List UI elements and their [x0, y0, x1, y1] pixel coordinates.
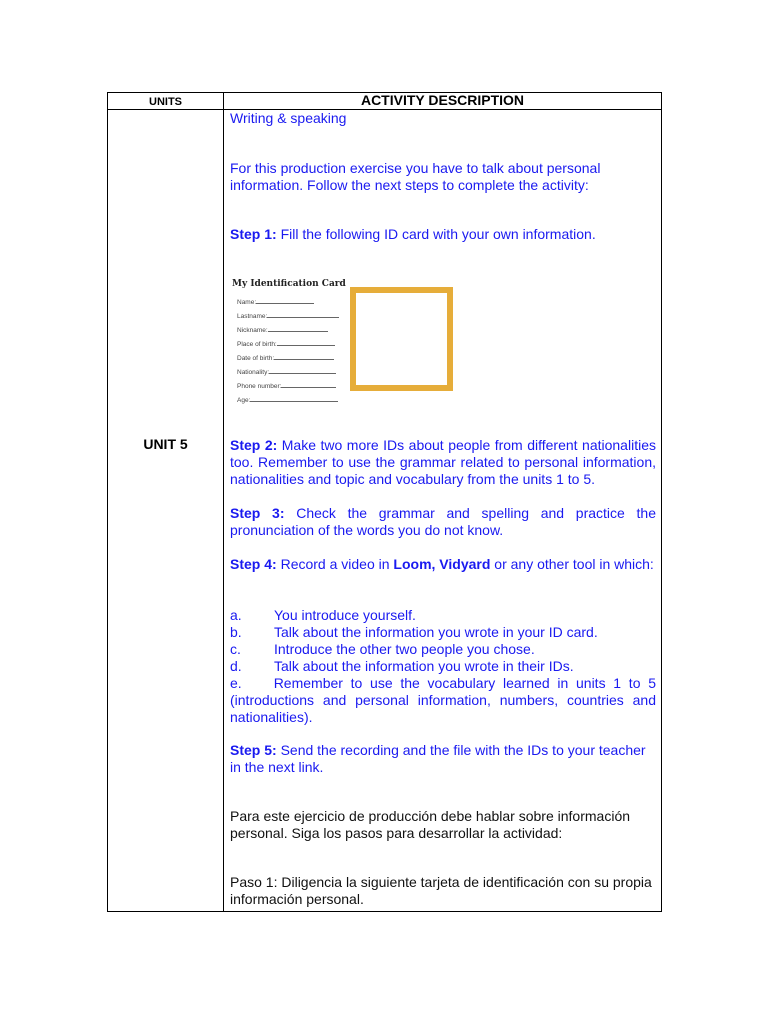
step-2 [230, 437, 656, 488]
step-1-text: Fill the following ID card with your own information. [276, 226, 596, 242]
list-item: a. You introduce yourself. [230, 607, 416, 623]
activity-content [230, 110, 656, 908]
column-divider [223, 93, 224, 911]
id-card-field: Nationality: [237, 367, 336, 377]
id-card-image [230, 273, 656, 433]
id-card-field: Date of birth: [237, 353, 334, 363]
step-3-label: Step 3: [230, 505, 285, 521]
step-1-label: Step 1: [230, 226, 277, 242]
id-card-field: Name: [237, 297, 314, 307]
step-3-text: Check the grammar and spelling and practice the pronunciation of the words you do not know. [230, 505, 656, 538]
id-card-field: Place of birth: [237, 339, 335, 349]
section-heading: Writing & speaking [230, 110, 347, 126]
step-2-text: Make two more IDs about people from different nationalities too. Remember to use the grammar related to personal information, nationalities and topic and vocabulary from the units 1 to 5. [230, 437, 656, 487]
id-card-field: Age: [237, 395, 338, 405]
step-5 [230, 742, 656, 776]
header-activity-description: ACTIVITY DESCRIPTION [360, 92, 525, 108]
step-4: Step 4: Record a video in Loom, Vidyard or any other tool in which: [230, 556, 654, 572]
step-1 [230, 226, 656, 243]
id-card-field: Lastname: [237, 311, 339, 321]
step-5-label: Step 5: [230, 742, 277, 758]
id-card-field: Phone number: [237, 381, 336, 391]
step-5-text: Send the recording and the file with the IDs to your teacher in the next link. [230, 742, 646, 775]
list-item: e. Remember to use the vocabulary learned in units 1 to 5 (introductions and personal information, numbers, countries and nationalities). [230, 675, 656, 725]
step-4-tools: Loom, Vidyard [393, 556, 491, 572]
task-list [230, 607, 656, 726]
id-card-field: Nickname: [237, 325, 328, 335]
spanish-intro: Para este ejercicio de producción debe hablar sobre información personal. Siga los pasos para desarrollar la actividad: [230, 808, 631, 841]
unit-label: UNIT 5 [143, 436, 188, 452]
step-2-label: Step 2: [230, 437, 278, 453]
activity-table [107, 92, 662, 912]
list-item: b. Talk about the information you wrote in your ID card. [230, 624, 598, 640]
photo-frame [350, 287, 453, 391]
step-4-label: Step 4: [230, 556, 277, 572]
id-card-title: My Identification Card [232, 279, 346, 289]
spanish-step-1: Paso 1: Diligencia la siguiente tarjeta de identificación con su propia información personal. [230, 874, 652, 907]
intro-paragraph: For this production exercise you have to talk about personal information. Follow the next steps to complete the activity: [230, 160, 601, 193]
header-units: UNITS [149, 96, 182, 108]
list-item: c. Introduce the other two people you chose. [230, 641, 535, 657]
step-3 [230, 505, 656, 539]
list-item: d. Talk about the information you wrote in their IDs. [230, 658, 574, 674]
